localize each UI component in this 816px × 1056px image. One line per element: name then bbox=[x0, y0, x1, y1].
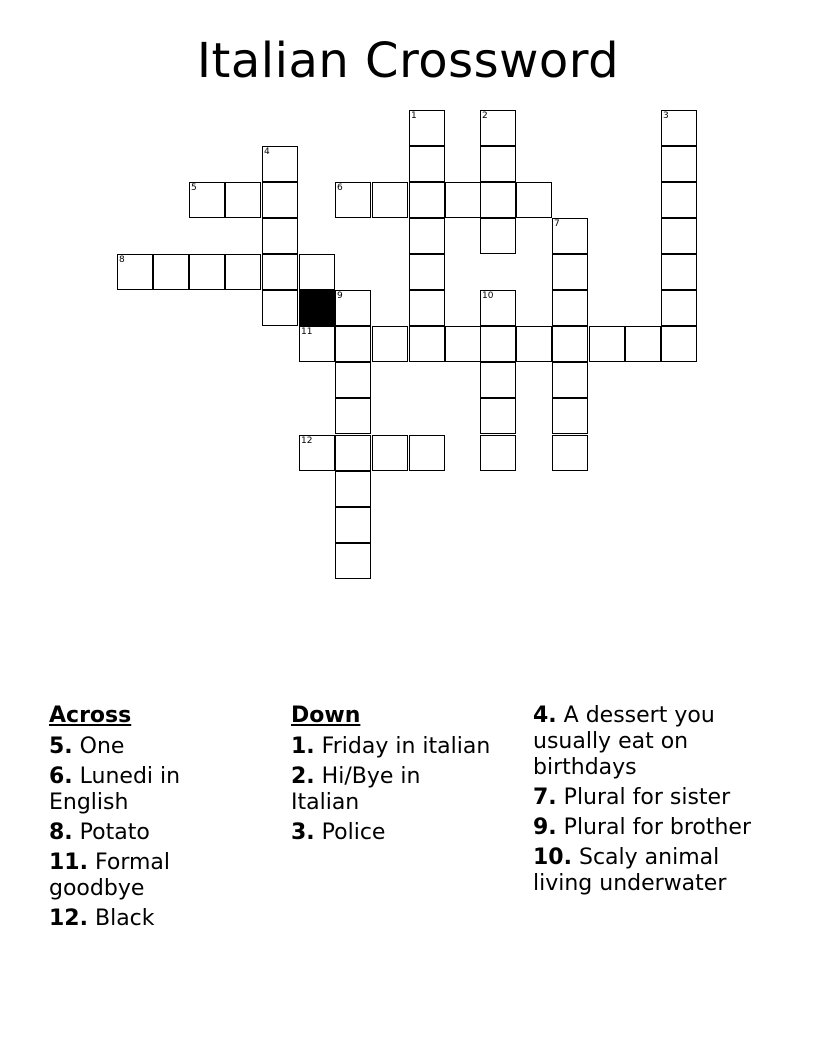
clue-number-label: 2 bbox=[482, 111, 488, 121]
grid-cell[interactable] bbox=[480, 435, 516, 471]
down-clue bbox=[533, 815, 773, 841]
grid-cell[interactable] bbox=[552, 362, 588, 398]
grid-cell[interactable] bbox=[480, 326, 516, 362]
across-clue bbox=[49, 764, 239, 816]
grid-cell[interactable] bbox=[480, 146, 516, 182]
grid-cell[interactable] bbox=[189, 254, 225, 290]
grid-cell[interactable] bbox=[225, 182, 261, 218]
down-clue bbox=[291, 764, 491, 816]
clue-text: Formal goodbye bbox=[49, 850, 170, 901]
grid-cell[interactable] bbox=[516, 182, 552, 218]
clue-text: Lunedi in English bbox=[49, 764, 181, 815]
grid-cell[interactable] bbox=[335, 543, 371, 579]
grid-cell[interactable] bbox=[262, 182, 298, 218]
grid-cell[interactable] bbox=[117, 254, 153, 290]
clue-number: 1. bbox=[291, 734, 315, 759]
clue-number: 10. bbox=[533, 845, 572, 870]
across-clues bbox=[49, 703, 239, 936]
clue-number: 3. bbox=[291, 820, 315, 845]
grid-cell[interactable] bbox=[189, 182, 225, 218]
clue-number: 5. bbox=[49, 734, 73, 759]
grid-cell[interactable] bbox=[661, 218, 697, 254]
page-title: Italian Crossword bbox=[196, 33, 620, 89]
clue-number-label: 8 bbox=[119, 255, 125, 265]
across-clue bbox=[49, 734, 239, 760]
grid-cell[interactable] bbox=[335, 290, 371, 326]
grid-cell[interactable] bbox=[552, 218, 588, 254]
grid-cell[interactable] bbox=[480, 290, 516, 326]
down-clue bbox=[533, 785, 773, 811]
grid-cell[interactable] bbox=[372, 326, 408, 362]
clue-number-label: 4 bbox=[264, 147, 270, 157]
clue-number: 7. bbox=[533, 785, 557, 810]
clue-number: 12. bbox=[49, 906, 88, 931]
clue-number-label: 6 bbox=[337, 183, 343, 193]
grid-cell[interactable] bbox=[262, 218, 298, 254]
grid-cell[interactable] bbox=[552, 398, 588, 434]
grid-cell[interactable] bbox=[661, 110, 697, 146]
clue-text: Police bbox=[321, 820, 386, 845]
grid-cell[interactable] bbox=[552, 435, 588, 471]
grid-cell[interactable] bbox=[480, 218, 516, 254]
grid-cell[interactable] bbox=[335, 326, 371, 362]
clue-text: Plural for sister bbox=[563, 785, 731, 810]
grid-cell[interactable] bbox=[409, 110, 445, 146]
clue-number: 8. bbox=[49, 820, 73, 845]
grid-cell[interactable] bbox=[335, 435, 371, 471]
grid-cell[interactable] bbox=[409, 218, 445, 254]
clue-text: Plural for brother bbox=[563, 815, 752, 840]
down-clue bbox=[533, 845, 773, 897]
clue-text: Hi/Bye in Italian bbox=[291, 764, 421, 815]
grid-cell[interactable] bbox=[299, 254, 335, 290]
grid-cell[interactable] bbox=[225, 254, 261, 290]
grid-cell[interactable] bbox=[480, 398, 516, 434]
across-clue bbox=[49, 820, 239, 846]
grid-cell[interactable] bbox=[153, 254, 189, 290]
clue-number: 11. bbox=[49, 850, 88, 875]
across-clue bbox=[49, 850, 239, 902]
grid-cell[interactable] bbox=[516, 326, 552, 362]
clue-text: A dessert you usually eat on birthdays bbox=[533, 703, 715, 780]
clue-number: 4. bbox=[533, 703, 557, 728]
grid-cell[interactable] bbox=[372, 182, 408, 218]
down-clue bbox=[291, 734, 491, 760]
grid-cell[interactable] bbox=[480, 110, 516, 146]
grid-cell[interactable] bbox=[335, 362, 371, 398]
grid-cell[interactable] bbox=[335, 398, 371, 434]
grid-cell[interactable] bbox=[552, 326, 588, 362]
grid-cell[interactable] bbox=[480, 362, 516, 398]
grid-cell[interactable] bbox=[262, 290, 298, 326]
grid-cell[interactable] bbox=[552, 254, 588, 290]
grid-cell[interactable] bbox=[445, 326, 481, 362]
grid-cell[interactable] bbox=[335, 182, 371, 218]
down-clue bbox=[291, 820, 491, 846]
grid-cell[interactable] bbox=[409, 182, 445, 218]
grid-cell[interactable] bbox=[409, 254, 445, 290]
clue-number-label: 11 bbox=[301, 327, 313, 337]
grid-cell[interactable] bbox=[480, 182, 516, 218]
clue-number: 9. bbox=[533, 815, 557, 840]
grid-cell[interactable] bbox=[372, 435, 408, 471]
across-heading: Across bbox=[49, 703, 132, 728]
black-square bbox=[299, 290, 335, 326]
clue-number-label: 12 bbox=[301, 436, 313, 446]
grid-cell[interactable] bbox=[409, 435, 445, 471]
down-heading: Down bbox=[291, 703, 361, 728]
down-clue bbox=[533, 703, 773, 781]
grid-cell[interactable] bbox=[262, 146, 298, 182]
clue-text: Potato bbox=[79, 820, 150, 845]
clue-number: 6. bbox=[49, 764, 73, 789]
grid-cell[interactable] bbox=[661, 290, 697, 326]
grid-cell[interactable] bbox=[445, 182, 481, 218]
grid-cell[interactable] bbox=[299, 435, 335, 471]
clue-text: One bbox=[79, 734, 125, 759]
grid-cell[interactable] bbox=[661, 146, 697, 182]
grid-cell[interactable] bbox=[625, 326, 661, 362]
grid-cell[interactable] bbox=[409, 326, 445, 362]
down-clues-continued bbox=[533, 703, 773, 901]
grid-cell[interactable] bbox=[661, 326, 697, 362]
grid-cell[interactable] bbox=[661, 254, 697, 290]
clue-number-label: 3 bbox=[663, 111, 669, 121]
clue-text: Black bbox=[94, 906, 155, 931]
grid-cell[interactable] bbox=[335, 471, 371, 507]
clue-number: 2. bbox=[291, 764, 315, 789]
grid-cell[interactable] bbox=[552, 290, 588, 326]
grid-cell[interactable] bbox=[262, 254, 298, 290]
across-clue bbox=[49, 906, 239, 932]
clue-text: Scaly animal living underwater bbox=[533, 845, 727, 896]
clue-number-label: 10 bbox=[482, 291, 494, 301]
clue-number-label: 1 bbox=[411, 111, 417, 121]
grid-cell[interactable] bbox=[299, 326, 335, 362]
clue-number-label: 7 bbox=[554, 219, 560, 229]
grid-cell[interactable] bbox=[409, 146, 445, 182]
grid-cell[interactable] bbox=[661, 182, 697, 218]
grid-cell[interactable] bbox=[335, 507, 371, 543]
grid-cell[interactable] bbox=[589, 326, 625, 362]
clue-text: Friday in italian bbox=[321, 734, 491, 759]
clue-number-label: 5 bbox=[191, 183, 197, 193]
grid-cell[interactable] bbox=[409, 290, 445, 326]
clue-number-label: 9 bbox=[337, 291, 343, 301]
down-clues bbox=[291, 703, 491, 850]
